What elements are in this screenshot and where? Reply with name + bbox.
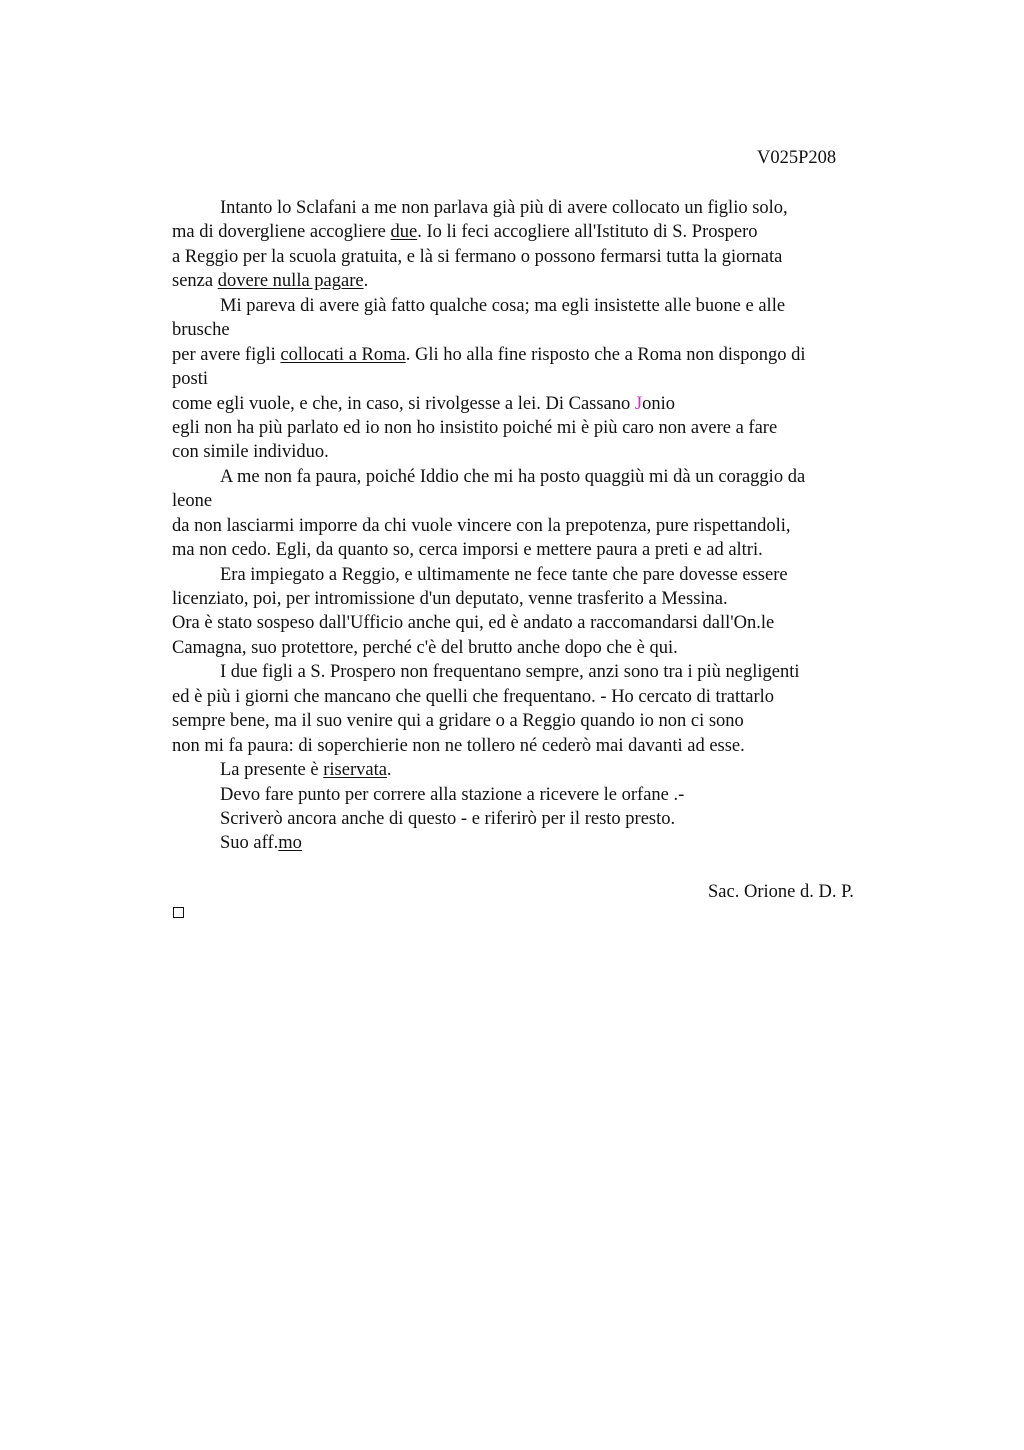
text-line <box>172 416 892 440</box>
text-span: I due figli a S. Prospero non frequentano sempre, anzi sono tra i più negligenti <box>220 662 800 683</box>
underlined-text: dovere nulla pagare <box>217 271 364 292</box>
text-span: A me non fa paura, poiché Iddio che mi ha posto quaggiù mi dà un coraggio da <box>220 466 806 487</box>
text-line <box>172 636 892 660</box>
text-span: non mi fa paura: di soperchierie non ne tollero né cederò mai davanti ad esse. <box>172 735 745 756</box>
highlighted-letter: J <box>634 393 643 414</box>
text-line <box>172 392 892 416</box>
underlined-text: due <box>390 222 418 243</box>
text-line <box>172 196 892 220</box>
text-span: Devo fare punto per correre alla stazione a ricevere le orfane .- <box>220 784 685 805</box>
text-span: senza <box>172 271 218 292</box>
text-line <box>172 318 892 342</box>
text-span: da non lasciarmi imporre da chi vuole vincere con la prepotenza, pure rispettandoli, <box>172 515 791 536</box>
text-line <box>172 220 892 244</box>
text-line <box>172 685 892 709</box>
text-span: come egli vuole, e che, in caso, si rivolgesse a lei. Di Cassano <box>172 393 635 414</box>
text-line <box>172 660 892 684</box>
text-line <box>172 758 892 782</box>
text-span: Ora è stato sospeso dall'Ufficio anche qui, ed è andato a raccomandarsi dall'On.le <box>172 613 775 634</box>
text-span: posti <box>172 369 208 390</box>
text-line <box>172 489 892 513</box>
text-line <box>172 587 892 611</box>
text-span: egli non ha più parlato ed io non ho insistito poiché mi è più caro non avere a fare <box>172 417 778 438</box>
text-line <box>172 465 892 489</box>
text-span: Mi pareva di avere già fatto qualche cosa; ma egli insistette alle buone e alle <box>220 295 786 316</box>
text-line <box>172 611 892 635</box>
text-span: per avere figli <box>172 344 281 365</box>
text-span: licenziato, poi, per intromissione d'un deputato, venne trasferito a Messina. <box>172 589 728 609</box>
text-span: ma non cedo. Egli, da quanto so, cerca imporsi e mettere paura a preti e ad altri. <box>172 540 763 561</box>
underlined-text: mo <box>278 833 302 854</box>
text-line <box>172 343 892 367</box>
text-line <box>172 783 892 807</box>
text-span: Intanto lo Sclafani a me non parlava già più di avere collocato un figlio solo, <box>220 198 788 218</box>
text-span: leone <box>172 491 213 512</box>
text-line <box>172 269 892 293</box>
text-span: Scriverò ancora anche di questo - e riferirò per il resto presto. <box>220 808 676 829</box>
text-line <box>172 709 892 733</box>
text-span: onio <box>642 393 675 414</box>
text-span: sempre bene, ma il suo venire qui a gridare o a Reggio quando io non ci sono <box>172 711 744 732</box>
text-line <box>172 367 892 391</box>
text-line <box>172 440 892 464</box>
text-span: ma di dovergliene accogliere <box>172 222 391 243</box>
text-span: a Reggio per la scuola gratuita, e là si fermano o possono fermarsi tutta la giornata <box>172 246 783 267</box>
text-line <box>172 294 892 318</box>
text-line <box>172 807 892 831</box>
underlined-text: collocati a Roma <box>280 344 406 365</box>
text-span: La presente è <box>220 760 324 781</box>
text-span: . <box>386 760 392 781</box>
document-id: V025P208 <box>757 148 837 168</box>
signature: Sac. Orione d. D. P. <box>708 882 854 902</box>
text-line <box>172 514 892 538</box>
text-line <box>172 538 892 562</box>
text-span: . Gli ho alla fine risposto che a Roma non dispongo di <box>405 344 806 365</box>
text-line <box>172 734 892 758</box>
text-span: ed è più i giorni che mancano che quelli che frequentano. - Ho cercato di trattarlo <box>172 686 775 707</box>
text-line <box>172 563 892 587</box>
text-span: . <box>363 271 369 292</box>
text-span: Suo aff. <box>220 833 279 854</box>
text-span: . Io li feci accogliere all'Istituto di S. Prospero <box>417 222 758 243</box>
text-span: Era impiegato a Reggio, e ultimamente ne fece tante che pare dovesse essere <box>220 564 788 585</box>
text-span: Camagna, suo protettore, perché c'è del brutto anche dopo che è qui. <box>172 637 678 658</box>
closing-line <box>172 831 892 855</box>
text-span: con simile individuo. <box>172 442 329 463</box>
letter-body <box>172 196 892 856</box>
text-line <box>172 245 892 269</box>
checkbox-square-icon <box>173 907 184 918</box>
underlined-text: riservata <box>323 760 387 781</box>
text-span: brusche <box>172 320 230 341</box>
